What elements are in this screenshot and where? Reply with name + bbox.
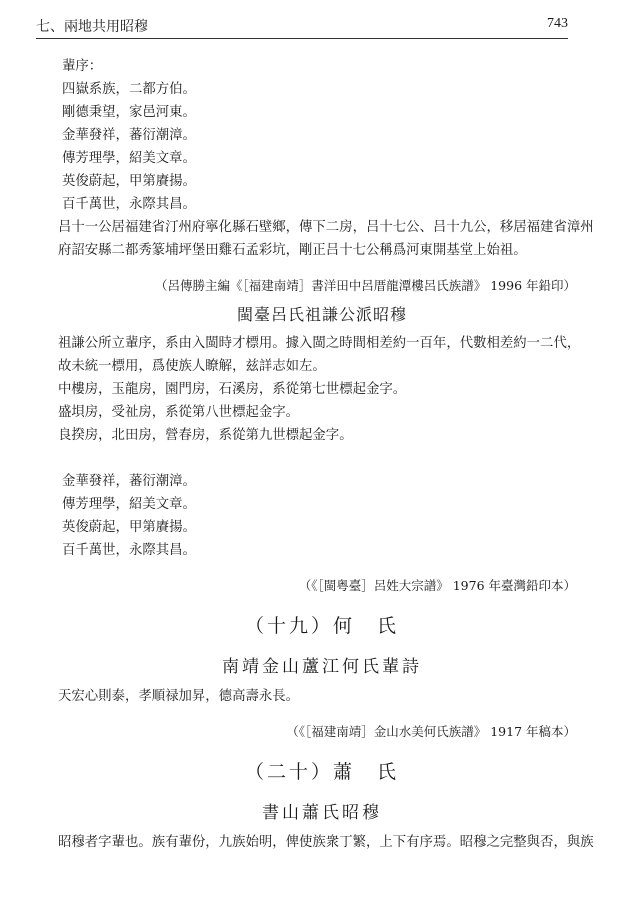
poem-line: 傳芳理學，紹美文章。 (62, 151, 196, 166)
paragraph-line: 昭穆者字輩也。族有輩份，九族始明，俾使族衆丁繁，上下有序焉。昭穆之完整與否，與族 (58, 835, 594, 850)
note-line: 吕十一公居福建省汀州府寧化縣石壁鄉，傳下二房，吕十七公、吕十九公，移居福建省漳州 (58, 220, 594, 235)
page-body (58, 55, 594, 854)
source-citation: （《［閩粤臺］呂姓大宗譜》 1976 年臺灣鉛印本） (298, 578, 576, 593)
poem-line: 百千萬世，永際其昌。 (62, 543, 196, 558)
page-header (36, 10, 568, 39)
paragraph-line: 祖謙公所立輩序，系由入閩時才標用。據入閩之時間相差約一百年，代數相差約一二代， (58, 336, 581, 351)
poem-line: 金華發祥，蕃衍潮漳。 (62, 474, 196, 489)
paragraph-line: 故未統一標用，爲使族人瞭解，兹詳志如左。 (58, 359, 326, 374)
section-title: 閩臺呂氏祖謙公派昭穆 (236, 305, 407, 324)
poem-line: 百千萬世，永際其昌。 (62, 197, 196, 212)
note-line: 府詔安縣二都秀篆埔坪堡田雞石孟彩坑，剛正吕十七公稱爲河東開基堂上始祖。 (58, 243, 527, 258)
poem-line: 剛德秉望，家邑河東。 (62, 105, 196, 120)
section-heading: （十九）何 氏 (244, 615, 399, 637)
poem-line: 四嶽系族，二都方伯。 (62, 82, 196, 97)
section-title: 南靖金山蘆江何氏輩詩 (222, 657, 422, 677)
section-title: 書山蕭氏昭穆 (262, 803, 382, 823)
source-citation: （呂傳勝主編《［福建南靖］書洋田中呂厝龍潭樓呂氏族譜》 1996 年鉛印） (154, 278, 576, 293)
source-citation: （《［福建南靖］金山水美何氏族譜》 1917 年稿本） (286, 724, 576, 739)
page-number: 743 (547, 16, 568, 31)
poem-line: 金華發祥，蕃衍潮漳。 (62, 128, 196, 143)
generation-order-intro: 輩序： (62, 59, 103, 74)
poem-line: 傳芳理學，紹美文章。 (62, 497, 196, 512)
poem-line: 英俊蔚起，甲第賡揚。 (62, 174, 196, 189)
poem-line: 天宏心則泰，孝順禄加昇，德高壽永長。 (58, 689, 300, 704)
paragraph-line: 良揆房，北田房，營春房，系從第九世標起金字。 (58, 428, 353, 443)
section-heading: （二十）蕭 氏 (244, 761, 399, 783)
paragraph-line: 盛垻房，受祉房，系從第八世標起金字。 (58, 405, 300, 420)
paragraph-line: 中樓房，玉龍房，園門房，石溪房，系從第七世標起金字。 (58, 382, 407, 397)
poem-line: 英俊蔚起，甲第賡揚。 (62, 520, 196, 535)
chapter-title: 七、兩地共用昭穆 (36, 19, 148, 35)
